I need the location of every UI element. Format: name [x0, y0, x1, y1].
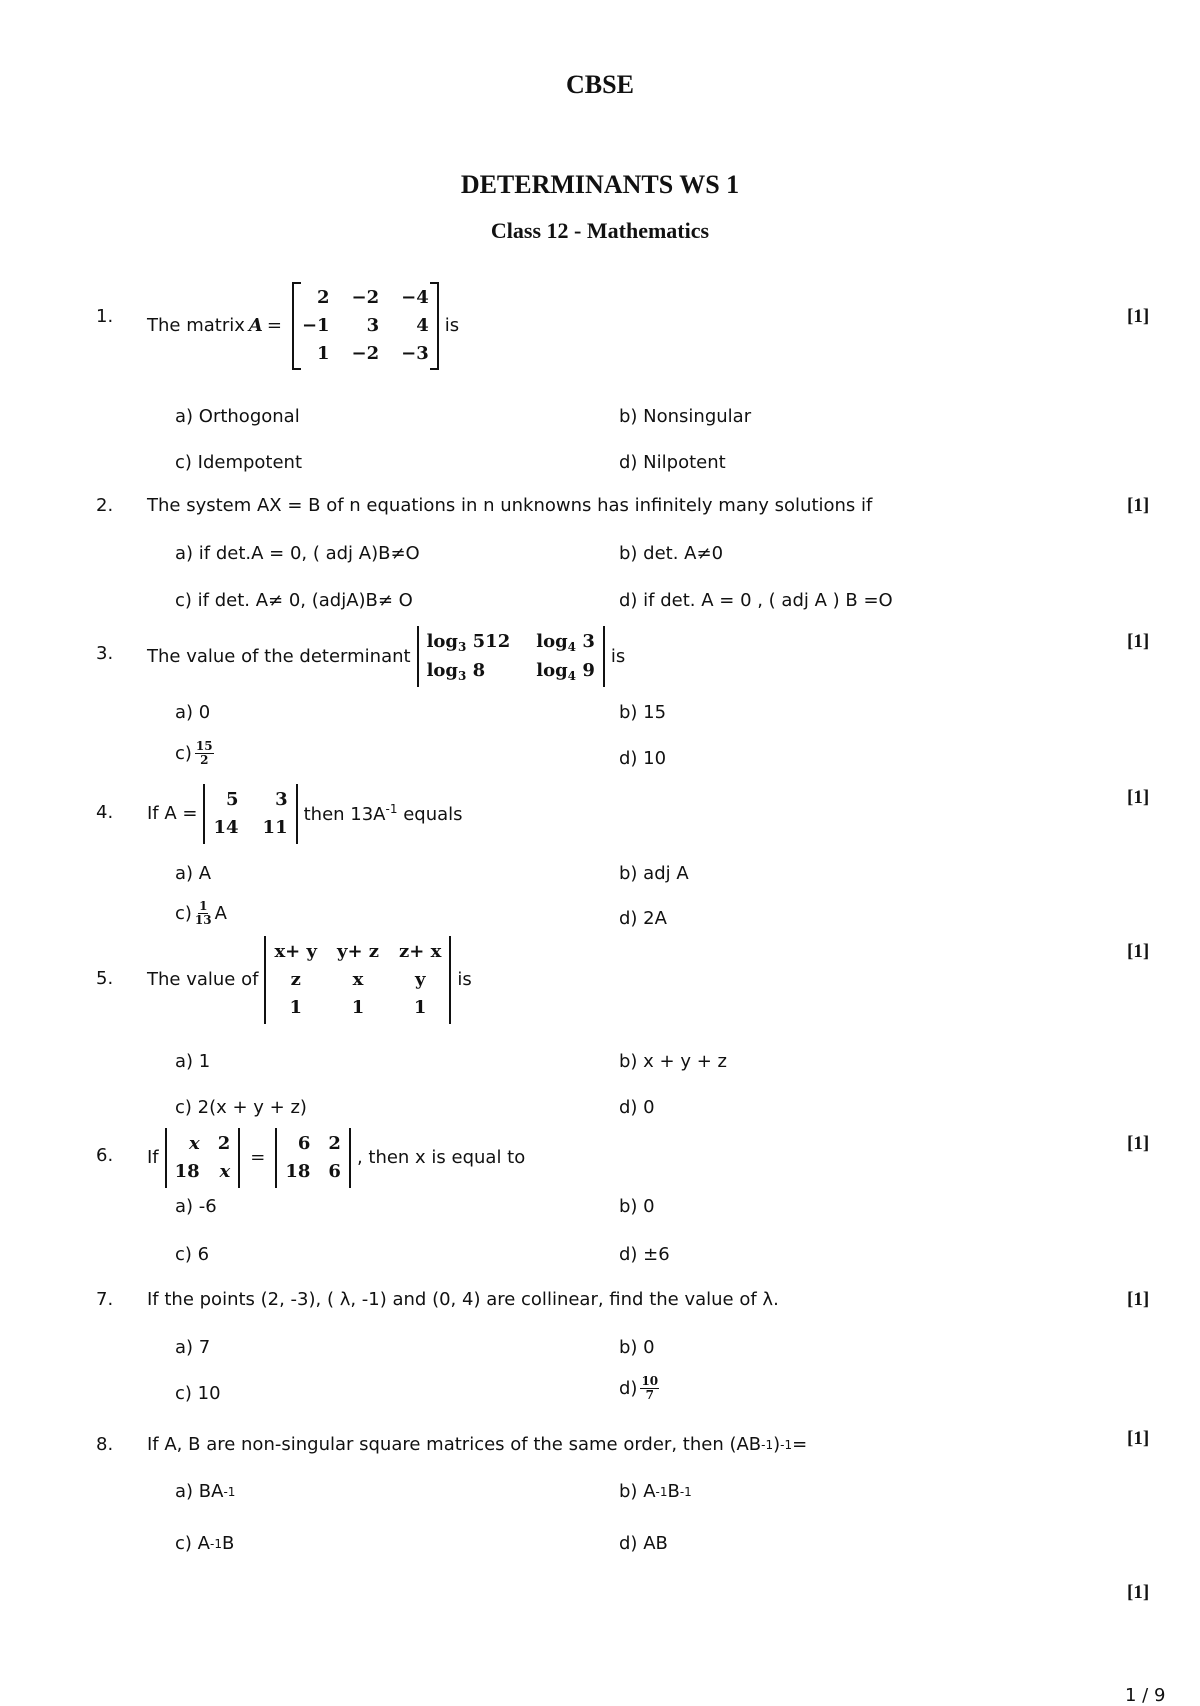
option-b[interactable]: b) det. A≠0 [619, 543, 724, 564]
matrix-cell: −1 [301, 314, 330, 336]
matrix-cell: 3 [366, 314, 380, 336]
det-cell: 1 [289, 996, 302, 1018]
page-indicator: 1 / 9 [1125, 1685, 1166, 1706]
option-d[interactable]: d) if det. A = 0 , ( adj A ) B =O [619, 590, 893, 611]
det-cell: 2 [217, 1133, 231, 1154]
matrix-cell: 2 [317, 287, 330, 308]
matrix-cell: 1 [317, 342, 330, 364]
question-number: 5. [96, 968, 114, 989]
marks: [1] [1127, 495, 1150, 516]
matrix-a [292, 282, 439, 370]
option-c[interactable]: c) $\frac{1}{13}$ A [175, 899, 227, 927]
det-cell: y [414, 968, 426, 990]
determinant-right [275, 1128, 351, 1188]
option-c[interactable]: c) 6 [175, 1244, 210, 1265]
option-b[interactable]: b) 0 [619, 1196, 655, 1217]
det-cell: x [352, 968, 364, 990]
xyz-determinant [264, 936, 451, 1024]
question-suffix: , then x is equal to [356, 1147, 526, 1169]
det-cell: z+ x [399, 941, 442, 962]
fraction: $\frac{15}{2}$ [195, 739, 213, 767]
next-question-marks: [1] [1127, 1582, 1150, 1603]
option-a[interactable]: a) 7 [175, 1337, 211, 1358]
det-cell: 5 [226, 789, 239, 810]
option-c[interactable]: c) A -1 B [175, 1533, 235, 1554]
det-cell: 3 [275, 789, 288, 810]
option-b[interactable]: b) 15 [619, 702, 667, 723]
matrix-name: A [248, 315, 263, 337]
marks: [1] [1127, 631, 1150, 652]
marks: [1] [1127, 1289, 1150, 1310]
question-suffix: then $13A^{-1}$ equals [303, 802, 463, 826]
option-b[interactable]: b) adj A [619, 863, 689, 884]
worksheet-subtitle: Class 12 - Mathematics [490, 218, 710, 243]
question-suffix: is [444, 315, 460, 337]
option-b[interactable]: b) Nonsingular [619, 406, 752, 427]
option-c[interactable]: c) $\frac{15}{2}$ [175, 739, 213, 767]
option-d[interactable]: d) $\frac{10}{7}$ [619, 1374, 659, 1402]
option-a[interactable]: a) 1 [175, 1051, 211, 1072]
option-d[interactable]: d) AB [619, 1533, 668, 1554]
det-cell: $\log_4 9$ [536, 659, 595, 683]
question-number: 3. [96, 643, 114, 664]
marks: [1] [1127, 1133, 1150, 1154]
matrix-cell: −2 [351, 342, 380, 364]
question-prefix: If [147, 1147, 159, 1169]
question-number: 7. [96, 1289, 114, 1310]
fraction: $\frac{10}{7}$ [641, 1374, 659, 1402]
det-cell: $\log_3 512$ [426, 631, 511, 654]
option-d[interactable]: d) Nilpotent [619, 452, 726, 473]
det-cell: x [188, 1133, 200, 1154]
option-a[interactable]: a) 0 [175, 702, 211, 723]
det-cell: $\log_3 8$ [426, 659, 486, 683]
option-d[interactable]: d) 10 [619, 748, 667, 769]
question-text [147, 784, 463, 844]
option-b[interactable]: b) 0 [619, 1337, 655, 1358]
question-prefix: The value of the determinant [147, 646, 411, 668]
det-cell: y+ z [336, 941, 380, 962]
option-c[interactable]: c) 10 [175, 1383, 221, 1404]
det-cell: x+ y [274, 941, 317, 962]
det-cell: 2 [328, 1133, 341, 1154]
question-number: 4. [96, 802, 114, 823]
board-heading: CBSE [566, 70, 634, 99]
det-cell: 1 [351, 996, 365, 1018]
question-text: If the points (2, -3), ( λ, -1) and (0, 4) are collinear, find the value of λ. [147, 1289, 779, 1310]
worksheet-title: DETERMINANTS WS 1 [460, 170, 740, 199]
option-c[interactable]: c) 2(x + y + z) [175, 1097, 307, 1118]
question-text [147, 936, 472, 1024]
fraction: $\frac{1}{13}$ [194, 899, 212, 927]
marks: [1] [1127, 787, 1150, 808]
det-cell: 11 [262, 816, 288, 838]
question-text [147, 626, 625, 687]
option-a[interactable]: a) BA -1 [175, 1481, 236, 1502]
matrix-cell: −2 [351, 287, 380, 308]
question-prefix: The value of [147, 969, 259, 991]
det-cell: 1 [413, 996, 427, 1018]
question-number: 8. [96, 1434, 114, 1455]
det-cell: 18 [174, 1160, 200, 1182]
option-c[interactable]: c) Idempotent [175, 452, 303, 473]
matrix-cell: −3 [401, 342, 429, 364]
det-cell: 6 [297, 1133, 311, 1154]
option-d[interactable]: d) 2A [619, 908, 667, 929]
question-text [147, 1128, 525, 1188]
question-text: The matrix A = 2 −2 −4 −1 3 4 1 −2 −3 is [147, 282, 459, 370]
option-b[interactable]: b) A -1 B -1 [619, 1481, 692, 1502]
option-d[interactable]: d) 0 [619, 1097, 655, 1118]
det-cell: x [219, 1160, 231, 1182]
equals-sign: = [250, 1147, 266, 1169]
option-a[interactable]: a) -6 [175, 1196, 217, 1217]
question-number: 1. [96, 306, 114, 327]
det-cell: 18 [285, 1160, 311, 1182]
det-cell: z [290, 968, 301, 990]
det-cell: 6 [328, 1160, 341, 1182]
option-a[interactable]: a) A [175, 863, 212, 884]
question-number: 2. [96, 495, 114, 516]
question-number: 6. [96, 1145, 114, 1166]
matrix-cell: −4 [401, 287, 429, 308]
option-d[interactable]: d) ±6 [619, 1244, 670, 1265]
matrix-a-2x2 [203, 784, 297, 844]
option-c[interactable]: c) if det. A≠ 0, (adjA)B≠ O [175, 590, 413, 611]
marks: [1] [1127, 306, 1150, 327]
log-determinant [417, 626, 605, 687]
question-prefix: The matrix [147, 315, 245, 337]
option-a[interactable]: a) if det.A = 0, ( adj A)B≠O [175, 543, 420, 564]
question-prefix: If A = [147, 803, 198, 825]
question-suffix: is [610, 646, 626, 668]
option-a[interactable]: a) Orthogonal [175, 406, 300, 427]
det-cell: 14 [213, 816, 239, 838]
option-b[interactable]: b) x + y + z [619, 1051, 727, 1072]
marks: [1] [1127, 941, 1150, 962]
question-text: If A, B are non-singular square matrices of the same order, then (AB -1 ) -1 = [147, 1434, 808, 1455]
det-cell: $\log_4 3$ [536, 631, 595, 654]
marks: [1] [1127, 1428, 1150, 1449]
question-suffix: is [457, 969, 472, 991]
matrix-cell: 4 [416, 314, 429, 336]
question-text: The system AX = B of n equations in n unknowns has infinitely many solutions if [147, 495, 873, 516]
determinant-left [165, 1128, 241, 1188]
